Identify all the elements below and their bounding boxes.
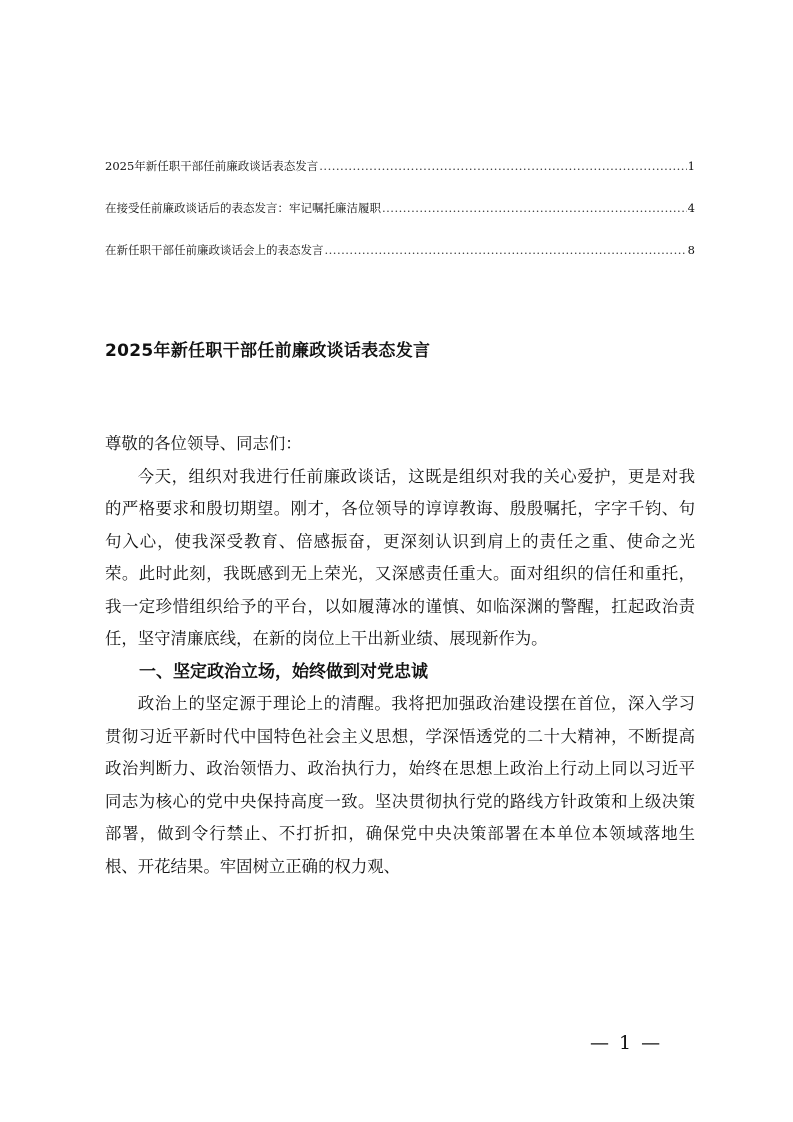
toc-entry[interactable]: [105, 242, 695, 259]
toc-entry-title: 2025年新任职干部任前廉政谈话表态发言: [105, 159, 319, 173]
toc-leader-dots: [382, 201, 687, 215]
toc-entry[interactable]: [105, 158, 695, 175]
page-number: — 1 —: [590, 1032, 663, 1054]
document-title: 2025年新任职干部任前廉政谈话表态发言: [105, 341, 431, 361]
intro-paragraph: 今天，组织对我进行任前廉政谈话，这既是组织对我的关心爱护，更是对我的严格要求和殷切期望。刚才，各位领导的谆谆教诲、殷殷嘱托，字字千钧、句句入心，使我深受教育、倍感振奋，更深刻认识到肩上的责任之重、使命之光荣。此时此刻，我既感到无上荣光，又深感责任重大。面对组织的信任和重托，我一定珍惜组织给予的平台，以如履薄冰的谨慎、如临深渊的警醒，扛起政治责任，坚守清廉底线，在新的岗位上干出新业绩、展现新作为。: [105, 466, 695, 648]
toc-entry[interactable]: [105, 200, 695, 217]
toc-leader-dots: [325, 243, 687, 257]
toc-entry-page: 4: [687, 201, 695, 215]
section-paragraph: 政治上的坚定源于理论上的清醒。我将把加强政治建设摆在首位，深入学习贯彻习近平新时代中国特色社会主义思想，学深悟透党的二十大精神，不断提高政治判断力、政治领悟力、政治执行力，始终在思想上政治上行动上同以习近平同志为核心的党中央保持高度一致。坚决贯彻执行党的路线方针政策和上级决策部署，做到令行禁止、不打折扣，确保党中央决策部署在本单位本领域落地生根、开花结果。牢固树立正确的权力观、: [105, 694, 695, 876]
section-heading: 一、坚定政治立场，始终做到对党忠诚: [139, 661, 428, 682]
document-body: [105, 428, 695, 883]
toc-entry-page: 1: [687, 159, 695, 173]
toc-leader-dots: [319, 159, 686, 173]
toc-entry-title: 在接受任前廉政谈话后的表态发言：牢记嘱托廉洁履职: [105, 201, 381, 215]
salutation: 尊敬的各位领导、同志们：: [105, 434, 302, 453]
toc-entry-page: 8: [687, 243, 695, 257]
toc-entry-title: 在新任职干部任前廉政谈话会上的表态发言: [105, 243, 324, 257]
table-of-contents: [105, 158, 695, 284]
